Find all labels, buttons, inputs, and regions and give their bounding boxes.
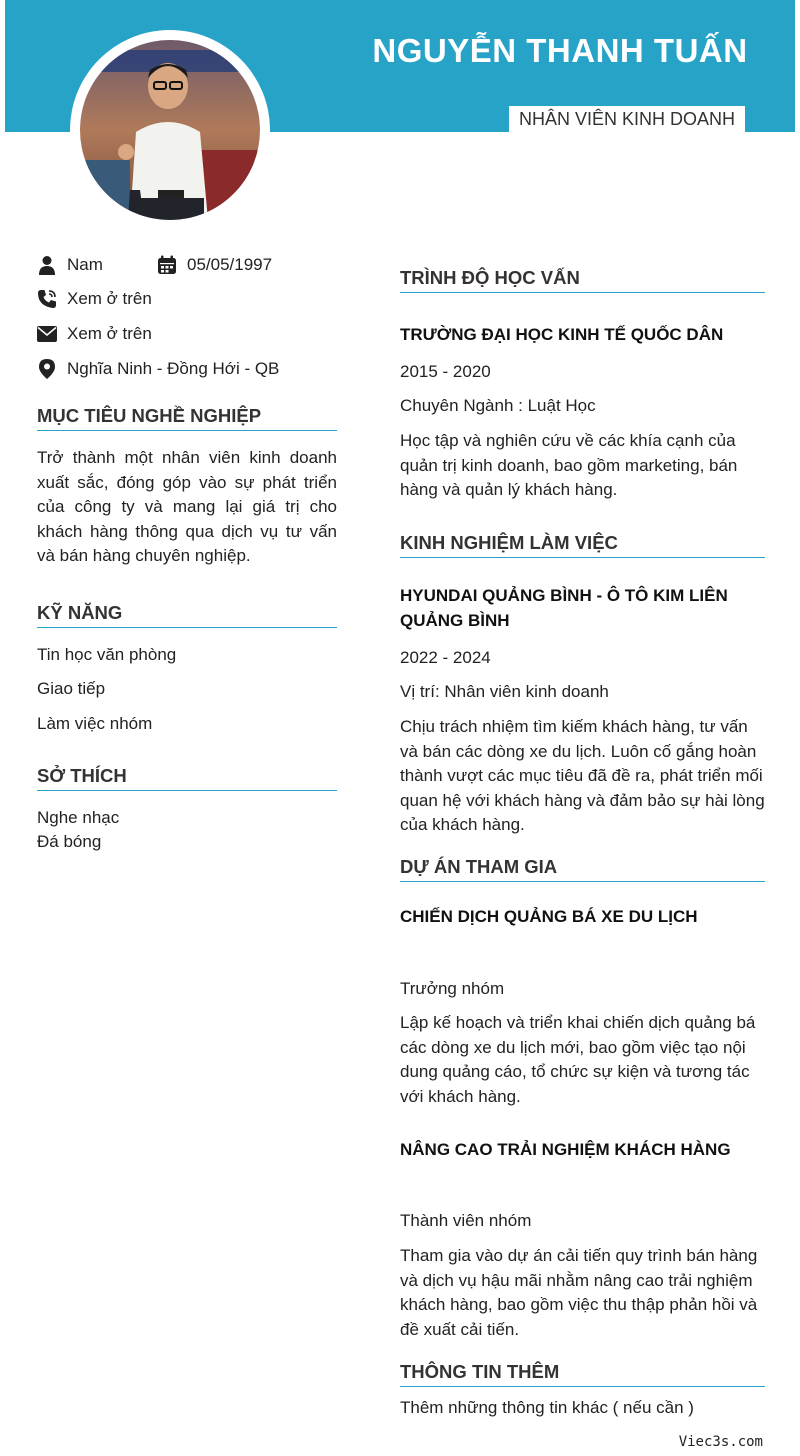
education-school: TRƯỜNG ĐẠI HỌC KINH TẾ QUỐC DÂN (400, 325, 724, 344)
skill-item: Tin học văn phòng (37, 645, 177, 664)
project-name: NÂNG CAO TRẢI NGHIỆM KHÁCH HÀNG (400, 1140, 731, 1159)
contact-birthday: 05/05/1997 (157, 255, 272, 275)
hobby-item: Nghe nhạc (37, 808, 120, 827)
avatar (80, 40, 260, 220)
experience-description: Chịu trách nhiệm tìm kiếm khách hàng, tư vấn và bán các dòng xe du lịch. Luôn cố gắng hoàn thành vượt các mục tiêu đã đề ra, phát triển mối quan hệ với khách hàng và đảm bảo sự hài lòng của khách hàng. (400, 717, 765, 834)
contact-email: Xem ở trên (37, 324, 152, 344)
experience-position: Vị trí: Nhân viên kinh doanh (400, 682, 609, 701)
skill-item: Làm việc nhóm (37, 714, 153, 733)
person-icon (37, 255, 57, 275)
location-pin-icon (37, 359, 57, 379)
hobby-item: Đá bóng (37, 832, 102, 851)
project-role: Thành viên nhóm (400, 1211, 532, 1230)
project-description: Tham gia vào dự án cải tiến quy trình bán hàng và dịch vụ hậu mãi nhằm nâng cao trải nghiệm khách hàng, bao gồm việc thu thập phản hồi và đề xuất cải tiến. (400, 1246, 758, 1339)
envelope-icon (37, 324, 57, 344)
skill-item: Giao tiếp (37, 679, 106, 698)
education-years: 2015 - 2020 (400, 362, 491, 381)
additional-text: Thêm những thông tin khác ( nếu cần ) (400, 1398, 694, 1417)
objective-heading: MỤC TIÊU NGHỀ NGHIỆP (37, 405, 337, 431)
hobbies-heading: SỞ THÍCH (37, 765, 337, 791)
calendar-icon (157, 255, 177, 275)
phone-icon (37, 289, 57, 309)
project-name: CHIẾN DỊCH QUẢNG BÁ XE DU LỊCH (400, 907, 698, 926)
projects-heading: DỰ ÁN THAM GIA (400, 856, 765, 882)
candidate-name: NGUYỄN THANH TUẤN (372, 32, 748, 69)
education-description: Học tập và nghiên cứu về các khía cạnh của quản trị kinh doanh, bao gồm marketing, bán hàng và quản lý khách hàng. (400, 431, 738, 499)
additional-heading: THÔNG TIN THÊM (400, 1361, 765, 1387)
experience-company: HYUNDAI QUẢNG BÌNH - Ô TÔ KIM LIÊN QUẢNG BÌNH (400, 586, 728, 630)
contact-phone: Xem ở trên (37, 289, 152, 309)
education-heading: TRÌNH ĐỘ HỌC VẤN (400, 267, 765, 293)
project-description: Lập kế hoạch và triển khai chiến dịch quảng bá các dòng xe du lịch mới, bao gồm việc tạo nội dung quảng cáo, tổ chức sự kiện và tương tác với khách hàng. (400, 1013, 756, 1106)
project-role: Trưởng nhóm (400, 979, 505, 998)
skills-heading: KỸ NĂNG (37, 602, 337, 628)
education-major: Chuyên Ngành : Luật Học (400, 396, 596, 415)
contact-gender: Nam (37, 255, 103, 275)
objective-text: Trở thành một nhân viên kinh doanh xuất sắc, đóng góp vào sự phát triển của công ty và mang lại giá trị cho khách hàng thông qua dịch vụ tư vấn và bán hàng chuyên nghiệp. (37, 448, 337, 565)
experience-heading: KINH NGHIỆM LÀM VIỆC (400, 532, 765, 558)
contact-address: Nghĩa Ninh - Đồng Hới - QB (37, 359, 279, 379)
watermark: Viec3s.com (678, 1434, 763, 1450)
job-title-badge: NHÂN VIÊN KINH DOANH (509, 106, 745, 132)
experience-years: 2022 - 2024 (400, 648, 491, 667)
